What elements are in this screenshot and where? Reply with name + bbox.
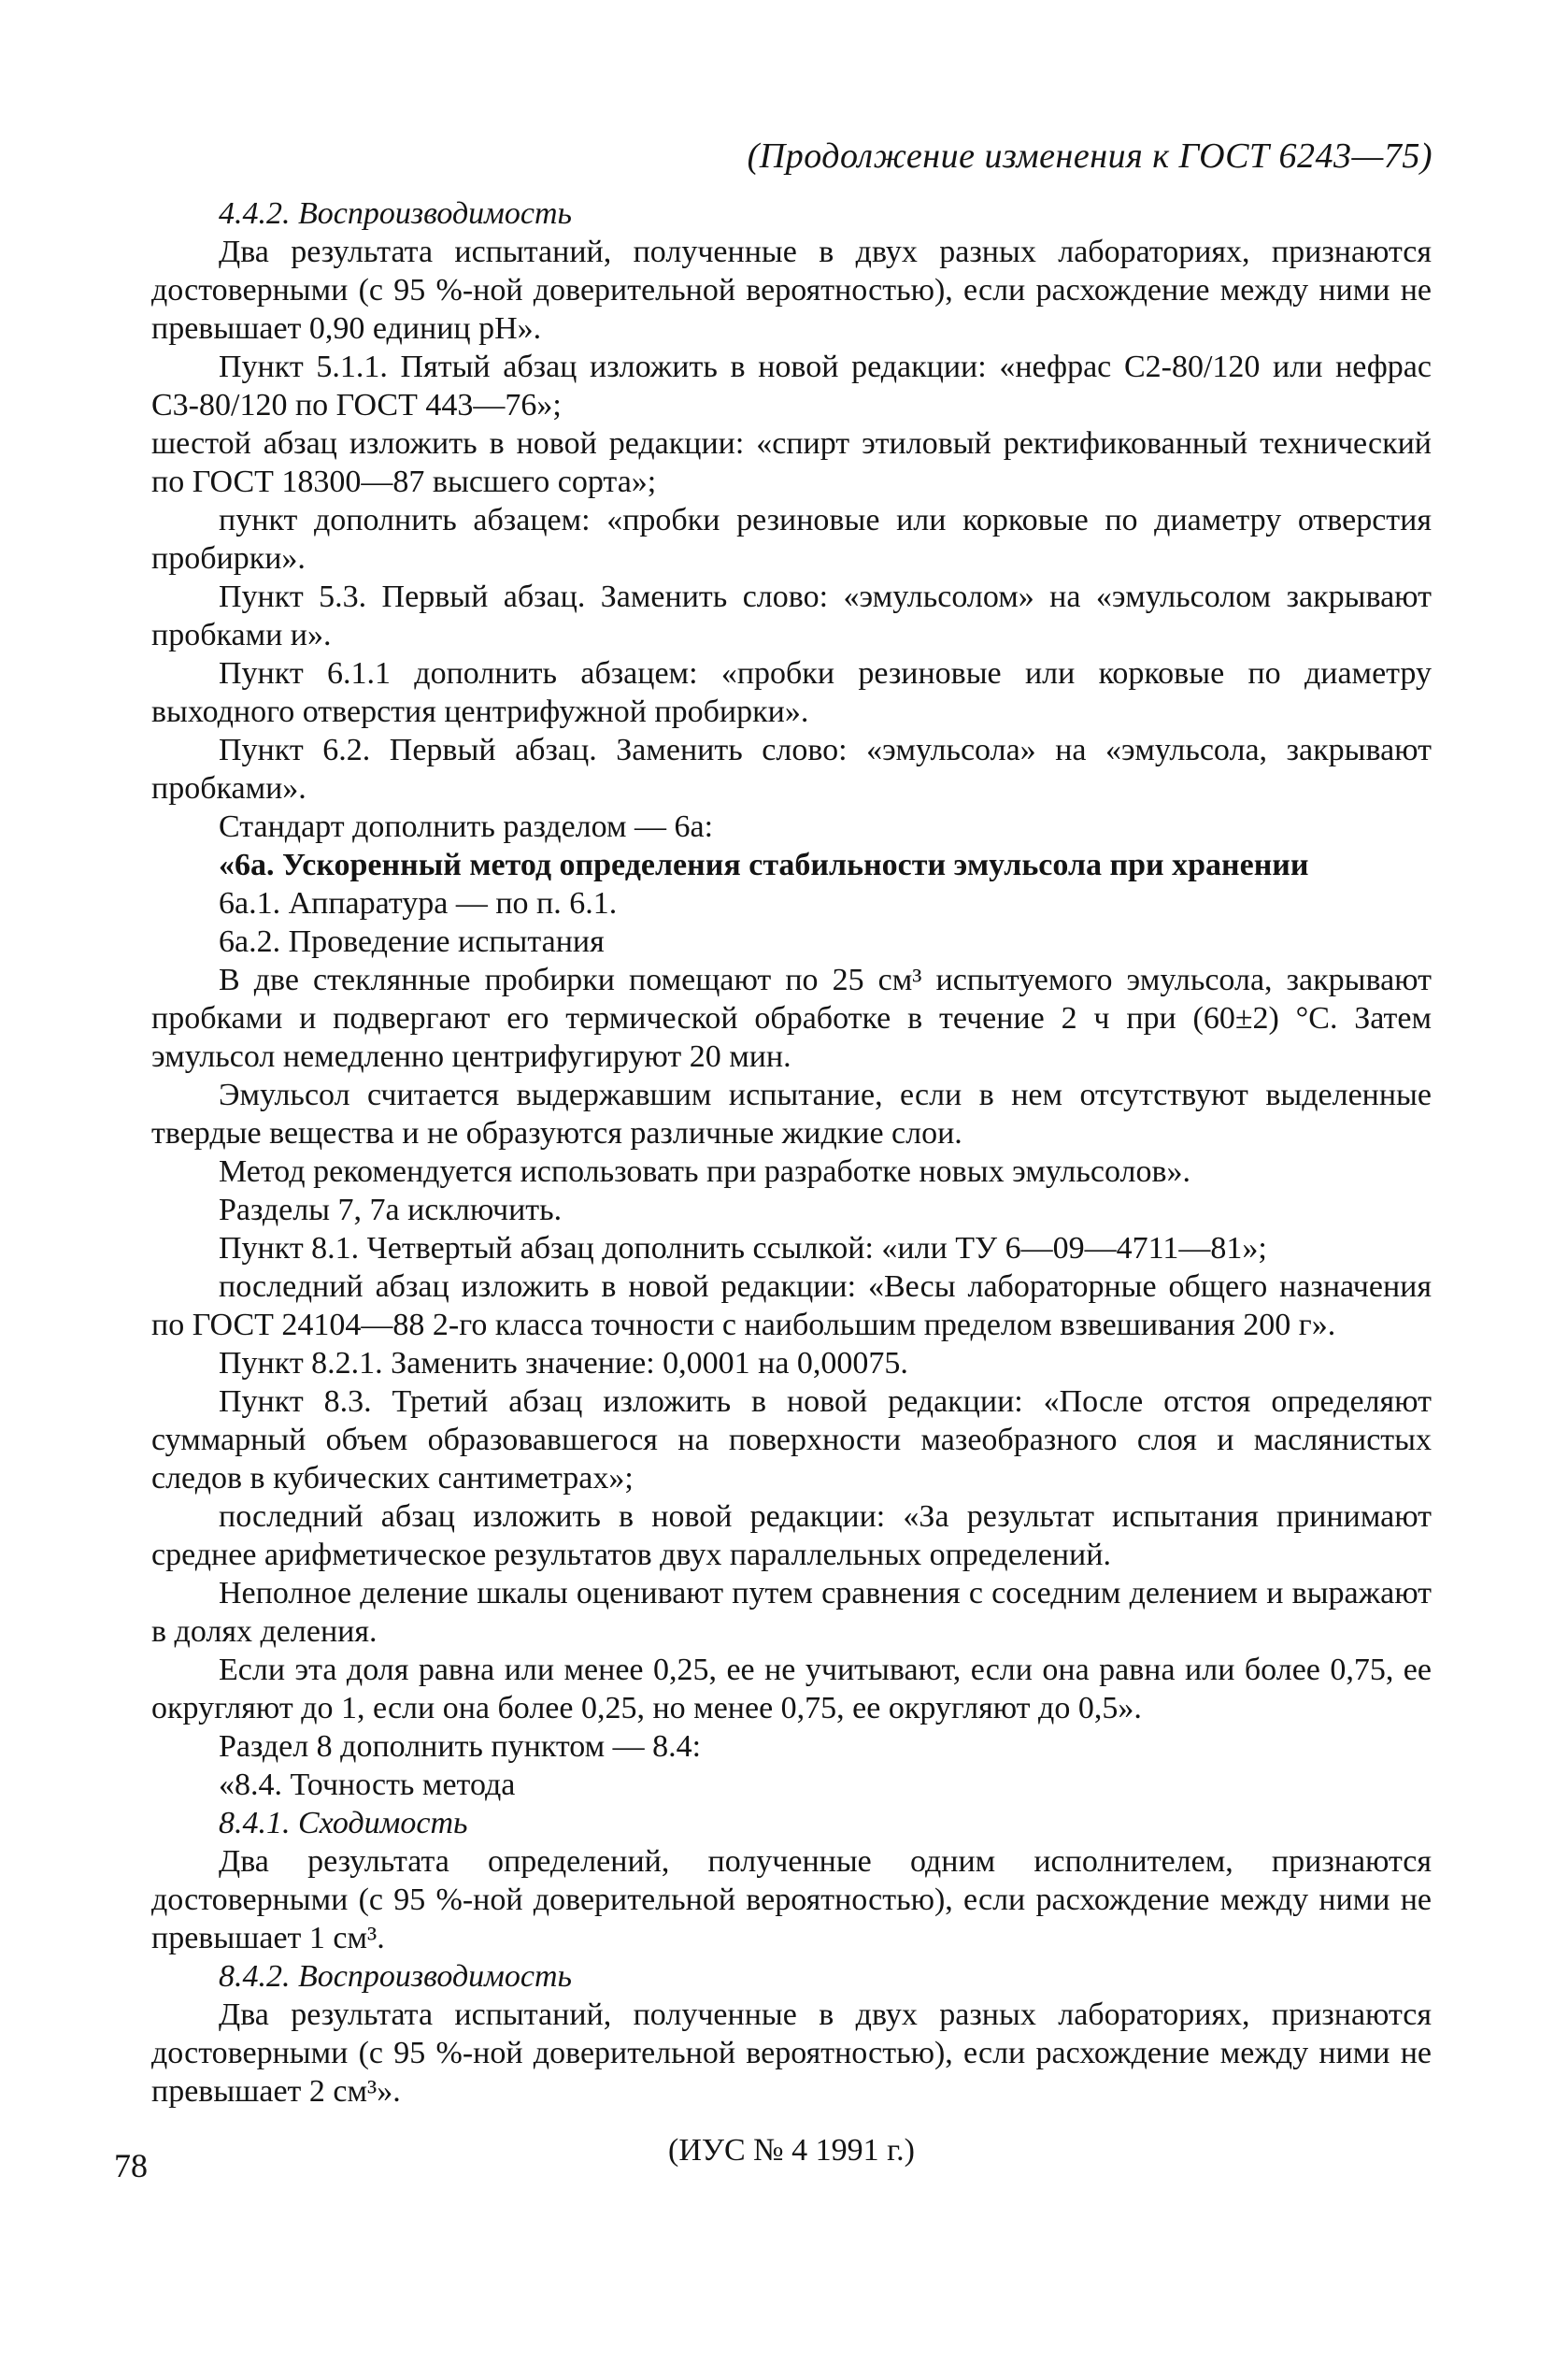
paragraph: Эмульсол считается выдержавшим испытание, если в нем отсутствуют выделенные твердые вещества и не образуются различные жидкие слои.: [151, 1078, 1432, 1151]
paragraph: Если эта доля равна или менее 0,25, ее не учитывают, если она равна или более 0,75, ее округляют до 1, если она более 0,25, но менее 0,75, ее округляют до 0,5».: [151, 1653, 1432, 1725]
paragraph: Неполное деление шкалы оценивают путем сравнения с соседним делением и выражают в долях деления.: [151, 1576, 1432, 1649]
paragraph-4-4-2-heading: 4.4.2. Воспроизводимость: [219, 196, 573, 231]
paragraph: шестой абзац изложить в новой редакции: «спирт этиловый ректификованный технический по ГОСТ 18300—87 высшего сорта»;: [151, 426, 1432, 499]
running-header: (Продолжение изменения к ГОСТ 6243—75): [747, 136, 1433, 176]
subsection-8-4-2-heading: 8.4.2. Воспроизводимость: [219, 1959, 573, 1994]
subsection-8-4-1-heading: 8.4.1. Сходимость: [219, 1806, 468, 1840]
paragraph: 6а.2. Проведение испытания: [219, 924, 605, 959]
paragraph: Два результата испытаний, полученные в двух разных лабораториях, признаются достоверными (с 95 %-ной доверительной вероятностью), если расхождение между ними не превышает 2 см³».: [151, 1997, 1432, 2109]
paragraph: Метод рекомендуется использовать при разработке новых эмульсолов».: [219, 1154, 1191, 1189]
paragraph: 6а.1. Аппаратура — по п. 6.1.: [219, 886, 618, 921]
paragraph: Два результата определений, полученные одним исполнителем, признаются достоверными (с 95 %-ной доверительной вероятностью), если расхождение между ними не превышает 1 см³.: [151, 1844, 1432, 1955]
page-number: 78: [114, 2147, 148, 2184]
paragraph: Раздел 8 дополнить пунктом — 8.4:: [219, 1729, 702, 1764]
paragraph: Два результата испытаний, полученные в двух разных лабораториях, признаются достоверными (с 95 %-ной доверительной вероятностью), если расхождение между ними не превышает 0,90 единиц рН».: [151, 235, 1432, 346]
paragraph: последний абзац изложить в новой редакции: «Весы лабораторные общего назначения по ГОСТ 24104—88 2-го класса точности с наибольшим пределом взвешивания 200 г».: [151, 1269, 1432, 1342]
paragraph: Пункт 6.2. Первый абзац. Заменить слово: «эмульсола» на «эмульсола, закрывают пробками».: [151, 733, 1432, 806]
source-reference: (ИУС № 4 1991 г.): [668, 2133, 915, 2168]
paragraph: Пункт 5.3. Первый абзац. Заменить слово: «эмульсолом» на «эмульсолом закрывают пробками и».: [151, 580, 1432, 652]
paragraph: Стандарт дополнить разделом — 6а:: [219, 809, 714, 844]
paragraph: Пункт 5.1.1. Пятый абзац изложить в новой редакции: «нефрас С2-80/120 или нефрас С3-80/120 по ГОСТ 443—76»;: [151, 350, 1432, 422]
section-8-4-heading: «8.4. Точность метода: [219, 1768, 516, 1802]
section-6a-heading: «6а. Ускоренный метод определения стабильности эмульсола при хранении: [219, 848, 1309, 882]
paragraph: Пункт 8.3. Третий абзац изложить в новой редакции: «После отстоя определяют суммарный объем образовавшегося на поверхности мазеобразного слоя и маслянистых следов в кубических сантиметрах»;: [151, 1384, 1432, 1496]
paragraph: последний абзац изложить в новой редакции: «За результат испытания принимают среднее арифметическое результатов двух параллельных определений.: [151, 1499, 1432, 1572]
paragraph: Пункт 6.1.1 дополнить абзацем: «пробки резиновые или корковые по диаметру выходного отверстия центрифужной пробирки».: [151, 656, 1432, 729]
paragraph: Разделы 7, 7а исключить.: [219, 1193, 563, 1227]
paragraph: В две стеклянные пробирки помещают по 25 см³ испытуемого эмульсола, закрывают пробками и подвергают его термической обработке в течение 2 ч при (60±2) °С. Затем эмульсол немедленно центрифугируют 20 мин.: [151, 963, 1432, 1074]
paragraph: пункт дополнить абзацем: «пробки резиновые или корковые по диаметру отверстия пробирки».: [151, 503, 1432, 576]
paragraph: Пункт 8.2.1. Заменить значение: 0,0001 на 0,00075.: [219, 1346, 908, 1381]
document-body: [151, 194, 1432, 2169]
paragraph: Пункт 8.1. Четвертый абзац дополнить ссылкой: «или ТУ 6—09—4711—81»;: [219, 1231, 1267, 1266]
